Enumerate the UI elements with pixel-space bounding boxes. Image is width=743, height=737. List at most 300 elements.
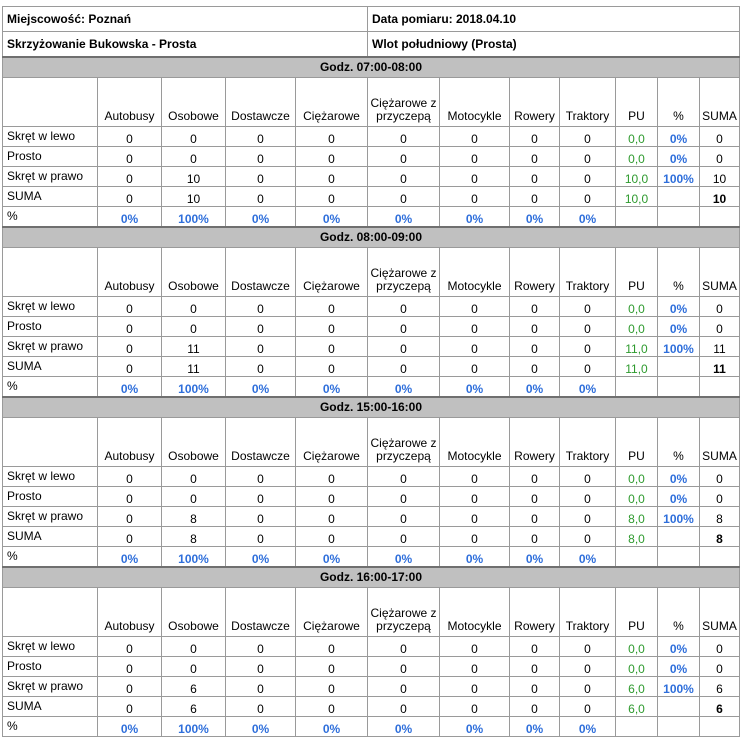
count-cell: 0: [560, 167, 616, 187]
pu-cell: 0,0: [616, 487, 658, 507]
empty-cell: [616, 377, 658, 398]
column-header: Dostawcze: [226, 248, 296, 297]
share-cell: 0%: [510, 207, 560, 228]
column-header-row: [3, 588, 740, 637]
column-header: Motocykle: [440, 588, 510, 637]
row-label: %: [3, 377, 98, 398]
count-cell: 0: [440, 677, 510, 697]
count-cell: 0: [98, 467, 162, 487]
table-row: [3, 657, 740, 677]
count-cell: 0: [226, 657, 296, 677]
count-cell: 0: [226, 147, 296, 167]
count-cell: 0: [510, 527, 560, 547]
column-header: Autobusy: [98, 588, 162, 637]
sum-cell: 11: [700, 337, 740, 357]
column-header-row: [3, 248, 740, 297]
column-header: Traktory: [560, 418, 616, 467]
section-header-row: [3, 567, 740, 588]
column-header: PU: [616, 78, 658, 127]
sum-cell: 8: [700, 507, 740, 527]
row-label: %: [3, 547, 98, 568]
count-cell: 0: [98, 127, 162, 147]
percent-cell: 0%: [658, 637, 700, 657]
count-cell: 0: [510, 127, 560, 147]
empty-cell: [616, 547, 658, 568]
share-cell: 0%: [560, 207, 616, 228]
column-header: PU: [616, 248, 658, 297]
count-cell: 0: [226, 637, 296, 657]
count-cell: 0: [98, 527, 162, 547]
table-row: [3, 337, 740, 357]
count-cell: 0: [510, 637, 560, 657]
count-cell: 0: [162, 127, 226, 147]
count-cell: 0: [440, 487, 510, 507]
count-cell: 0: [440, 147, 510, 167]
table-row: [3, 317, 740, 337]
pu-cell: 6,0: [616, 697, 658, 717]
pu-cell: 0,0: [616, 657, 658, 677]
row-label: Prosto: [3, 147, 98, 167]
count-cell: 0: [98, 187, 162, 207]
count-cell: 0: [98, 637, 162, 657]
pu-cell: 0,0: [616, 127, 658, 147]
count-cell: 0: [510, 187, 560, 207]
sum-cell: 0: [700, 147, 740, 167]
inlet-label: Wlot południowy (Prosta): [368, 32, 740, 58]
column-header: Motocykle: [440, 78, 510, 127]
section-header-row: [3, 397, 740, 418]
share-cell: 0%: [98, 207, 162, 228]
sum-cell: 0: [700, 637, 740, 657]
column-header: SUMA: [700, 418, 740, 467]
count-cell: 0: [368, 637, 440, 657]
count-cell: 0: [560, 337, 616, 357]
percent-cell: 0%: [658, 317, 700, 337]
column-header: Rowery: [510, 418, 560, 467]
count-cell: 0: [510, 677, 560, 697]
row-label-header: [3, 78, 98, 127]
column-header: Ciężarowe: [296, 418, 368, 467]
pu-cell: 11,0: [616, 337, 658, 357]
column-header: %: [658, 588, 700, 637]
count-cell: 0: [560, 637, 616, 657]
column-header: Rowery: [510, 78, 560, 127]
count-cell: 0: [368, 127, 440, 147]
count-cell: 0: [226, 187, 296, 207]
empty-cell: [616, 717, 658, 737]
column-header: %: [658, 248, 700, 297]
count-cell: 10: [162, 187, 226, 207]
pu-cell: 0,0: [616, 317, 658, 337]
count-cell: 0: [226, 697, 296, 717]
empty-cell: [700, 377, 740, 398]
count-cell: 0: [226, 337, 296, 357]
count-cell: 0: [560, 697, 616, 717]
table-row: [3, 507, 740, 527]
share-cell: 0%: [560, 377, 616, 398]
count-cell: 0: [98, 487, 162, 507]
column-header: Ciężarowe: [296, 78, 368, 127]
count-cell: 0: [162, 487, 226, 507]
sum-cell: 10: [700, 167, 740, 187]
share-cell: 100%: [162, 207, 226, 228]
row-label: SUMA: [3, 527, 98, 547]
column-header: Rowery: [510, 588, 560, 637]
share-cell: 0%: [368, 717, 440, 737]
column-header: Traktory: [560, 78, 616, 127]
count-cell: 0: [368, 337, 440, 357]
section-title: Godz. 08:00-09:00: [3, 227, 740, 248]
section-title: Godz. 16:00-17:00: [3, 567, 740, 588]
column-header: Motocykle: [440, 418, 510, 467]
count-cell: 0: [296, 677, 368, 697]
sum-cell: 6: [700, 697, 740, 717]
count-cell: 0: [440, 317, 510, 337]
count-cell: 0: [560, 297, 616, 317]
column-header: %: [658, 78, 700, 127]
count-cell: 0: [440, 697, 510, 717]
share-cell: 0%: [296, 207, 368, 228]
count-cell: 0: [560, 527, 616, 547]
row-label: Prosto: [3, 487, 98, 507]
column-header: Motocykle: [440, 248, 510, 297]
count-cell: 0: [440, 657, 510, 677]
percent-cell: [658, 697, 700, 717]
empty-cell: [700, 547, 740, 568]
sum-cell: 11: [700, 357, 740, 377]
row-label: SUMA: [3, 697, 98, 717]
count-cell: 0: [98, 167, 162, 187]
percent-cell: 0%: [658, 127, 700, 147]
share-cell: 0%: [440, 207, 510, 228]
column-header: Autobusy: [98, 418, 162, 467]
pu-cell: 8,0: [616, 507, 658, 527]
share-cell: 100%: [162, 377, 226, 398]
count-cell: 0: [560, 487, 616, 507]
count-cell: 0: [560, 127, 616, 147]
percent-cell: [658, 357, 700, 377]
column-header: Osobowe: [162, 78, 226, 127]
column-header: Rowery: [510, 248, 560, 297]
count-cell: 0: [510, 657, 560, 677]
traffic-count-table: [2, 6, 740, 737]
count-cell: 0: [296, 467, 368, 487]
sum-cell: 10: [700, 187, 740, 207]
row-label: Skręt w lewo: [3, 127, 98, 147]
count-cell: 0: [226, 167, 296, 187]
count-cell: 0: [510, 147, 560, 167]
percent-row: [3, 717, 740, 737]
pu-cell: 0,0: [616, 297, 658, 317]
sum-cell: 0: [700, 487, 740, 507]
count-cell: 0: [98, 507, 162, 527]
row-label: Skręt w lewo: [3, 297, 98, 317]
column-header: SUMA: [700, 78, 740, 127]
share-cell: 100%: [162, 717, 226, 737]
column-header-row: [3, 78, 740, 127]
share-cell: 0%: [226, 377, 296, 398]
share-cell: 0%: [226, 547, 296, 568]
count-cell: 0: [98, 337, 162, 357]
pu-cell: 10,0: [616, 167, 658, 187]
row-label: SUMA: [3, 187, 98, 207]
table-row: [3, 187, 740, 207]
count-cell: 0: [440, 507, 510, 527]
column-header: Traktory: [560, 248, 616, 297]
count-cell: 0: [226, 487, 296, 507]
count-cell: 0: [226, 677, 296, 697]
pu-cell: 0,0: [616, 637, 658, 657]
count-cell: 0: [296, 337, 368, 357]
column-header: Dostawcze: [226, 588, 296, 637]
row-label: Skręt w prawo: [3, 677, 98, 697]
count-cell: 0: [98, 697, 162, 717]
table-row: [3, 297, 740, 317]
count-cell: 0: [368, 507, 440, 527]
percent-cell: [658, 187, 700, 207]
count-cell: 0: [560, 317, 616, 337]
section-header-row: [3, 57, 740, 78]
share-cell: 0%: [440, 717, 510, 737]
count-cell: 0: [296, 357, 368, 377]
share-cell: 0%: [510, 377, 560, 398]
table-row: [3, 697, 740, 717]
count-cell: 0: [296, 317, 368, 337]
pu-cell: 10,0: [616, 187, 658, 207]
column-header: Osobowe: [162, 418, 226, 467]
count-cell: 0: [510, 297, 560, 317]
row-label: Skręt w lewo: [3, 467, 98, 487]
count-cell: 0: [440, 637, 510, 657]
count-cell: 0: [98, 677, 162, 697]
column-header-row: [3, 418, 740, 467]
count-cell: 0: [440, 337, 510, 357]
share-cell: 0%: [98, 547, 162, 568]
share-cell: 0%: [226, 717, 296, 737]
row-label: %: [3, 207, 98, 228]
count-cell: 0: [560, 507, 616, 527]
count-cell: 11: [162, 337, 226, 357]
row-label: SUMA: [3, 357, 98, 377]
column-header: PU: [616, 588, 658, 637]
count-cell: 6: [162, 697, 226, 717]
table-row: [3, 147, 740, 167]
sum-cell: 0: [700, 127, 740, 147]
row-label-header: [3, 248, 98, 297]
count-cell: 0: [226, 297, 296, 317]
count-cell: 0: [226, 357, 296, 377]
count-cell: 0: [368, 657, 440, 677]
share-cell: 0%: [98, 717, 162, 737]
sum-cell: 8: [700, 527, 740, 547]
count-cell: 0: [440, 527, 510, 547]
count-cell: 0: [296, 527, 368, 547]
measurement-date-label: Data pomiaru: 2018.04.10: [368, 7, 740, 32]
percent-cell: 100%: [658, 337, 700, 357]
empty-cell: [700, 207, 740, 228]
count-cell: 0: [510, 697, 560, 717]
count-cell: 0: [162, 317, 226, 337]
count-cell: 0: [98, 317, 162, 337]
count-cell: 0: [440, 187, 510, 207]
count-cell: 0: [440, 127, 510, 147]
share-cell: 0%: [368, 547, 440, 568]
count-cell: 0: [296, 187, 368, 207]
count-cell: 0: [162, 467, 226, 487]
table-row: [3, 357, 740, 377]
count-cell: 0: [368, 677, 440, 697]
count-cell: 0: [440, 467, 510, 487]
empty-cell: [616, 207, 658, 228]
column-header: Ciężarowe: [296, 588, 368, 637]
sum-cell: 0: [700, 317, 740, 337]
count-cell: 0: [368, 297, 440, 317]
count-cell: 0: [368, 467, 440, 487]
share-cell: 0%: [440, 377, 510, 398]
count-cell: 0: [510, 487, 560, 507]
count-cell: 0: [296, 657, 368, 677]
row-label: Skręt w prawo: [3, 167, 98, 187]
share-cell: 0%: [296, 377, 368, 398]
pu-cell: 11,0: [616, 357, 658, 377]
column-header: Osobowe: [162, 588, 226, 637]
share-cell: 0%: [560, 547, 616, 568]
share-cell: 100%: [162, 547, 226, 568]
share-cell: 0%: [296, 547, 368, 568]
count-cell: 0: [98, 657, 162, 677]
count-cell: 0: [296, 507, 368, 527]
percent-row: [3, 547, 740, 568]
count-cell: 0: [510, 357, 560, 377]
column-header: SUMA: [700, 588, 740, 637]
share-cell: 0%: [226, 207, 296, 228]
count-cell: 0: [510, 167, 560, 187]
section-title: Godz. 07:00-08:00: [3, 57, 740, 78]
row-label: %: [3, 717, 98, 737]
column-header: %: [658, 418, 700, 467]
count-cell: 0: [296, 127, 368, 147]
count-cell: 0: [226, 467, 296, 487]
count-cell: 0: [296, 637, 368, 657]
table-row: [3, 127, 740, 147]
count-cell: 0: [98, 357, 162, 377]
count-cell: 0: [368, 317, 440, 337]
count-cell: 0: [560, 187, 616, 207]
count-cell: 0: [560, 357, 616, 377]
sum-cell: 0: [700, 657, 740, 677]
count-cell: 0: [510, 467, 560, 487]
count-cell: 0: [226, 527, 296, 547]
table-row: [3, 467, 740, 487]
table-row: [3, 527, 740, 547]
empty-cell: [658, 207, 700, 228]
count-cell: 6: [162, 677, 226, 697]
pu-cell: 0,0: [616, 467, 658, 487]
share-cell: 0%: [296, 717, 368, 737]
share-cell: 0%: [510, 717, 560, 737]
table-row: [3, 487, 740, 507]
count-cell: 0: [296, 297, 368, 317]
count-cell: 0: [296, 487, 368, 507]
column-header: Ciężarowe z przyczepą: [368, 248, 440, 297]
count-cell: 0: [510, 507, 560, 527]
table-row: [3, 167, 740, 187]
empty-cell: [658, 717, 700, 737]
column-header: Ciężarowe: [296, 248, 368, 297]
count-cell: 11: [162, 357, 226, 377]
column-header: Osobowe: [162, 248, 226, 297]
count-cell: 10: [162, 167, 226, 187]
count-cell: 0: [296, 697, 368, 717]
intersection-label: Skrzyżowanie Bukowska - Prosta: [3, 32, 368, 58]
count-cell: 0: [162, 637, 226, 657]
sum-cell: 6: [700, 677, 740, 697]
row-label: Skręt w prawo: [3, 337, 98, 357]
share-cell: 0%: [440, 547, 510, 568]
count-cell: 0: [226, 127, 296, 147]
column-header: SUMA: [700, 248, 740, 297]
count-cell: 0: [226, 507, 296, 527]
empty-cell: [700, 717, 740, 737]
count-cell: 0: [440, 297, 510, 317]
empty-cell: [658, 377, 700, 398]
count-cell: 0: [162, 147, 226, 167]
sum-cell: 0: [700, 297, 740, 317]
count-cell: 0: [368, 487, 440, 507]
row-label-header: [3, 588, 98, 637]
count-cell: 0: [510, 317, 560, 337]
count-cell: 0: [368, 527, 440, 547]
column-header: PU: [616, 418, 658, 467]
count-cell: 0: [440, 357, 510, 377]
count-cell: 0: [560, 677, 616, 697]
percent-row: [3, 377, 740, 398]
table-row: [3, 637, 740, 657]
count-cell: 0: [162, 297, 226, 317]
share-cell: 0%: [98, 377, 162, 398]
section-header-row: [3, 227, 740, 248]
share-cell: 0%: [510, 547, 560, 568]
count-cell: 0: [560, 467, 616, 487]
percent-cell: 0%: [658, 147, 700, 167]
pu-cell: 6,0: [616, 677, 658, 697]
share-cell: 0%: [368, 377, 440, 398]
row-label: Prosto: [3, 317, 98, 337]
column-header: Ciężarowe z przyczepą: [368, 418, 440, 467]
count-cell: 0: [98, 147, 162, 167]
percent-cell: 100%: [658, 507, 700, 527]
percent-cell: 100%: [658, 677, 700, 697]
count-cell: 0: [162, 657, 226, 677]
section-title: Godz. 15:00-16:00: [3, 397, 740, 418]
percent-cell: 0%: [658, 467, 700, 487]
percent-cell: [658, 527, 700, 547]
count-cell: 0: [368, 167, 440, 187]
column-header: Autobusy: [98, 78, 162, 127]
count-cell: 8: [162, 527, 226, 547]
column-header: Dostawcze: [226, 418, 296, 467]
count-cell: 0: [296, 147, 368, 167]
column-header: Autobusy: [98, 248, 162, 297]
count-cell: 0: [368, 357, 440, 377]
share-cell: 0%: [560, 717, 616, 737]
count-cell: 0: [368, 187, 440, 207]
empty-cell: [658, 547, 700, 568]
share-cell: 0%: [368, 207, 440, 228]
table-row: [3, 677, 740, 697]
count-cell: 0: [560, 657, 616, 677]
row-label: Prosto: [3, 657, 98, 677]
